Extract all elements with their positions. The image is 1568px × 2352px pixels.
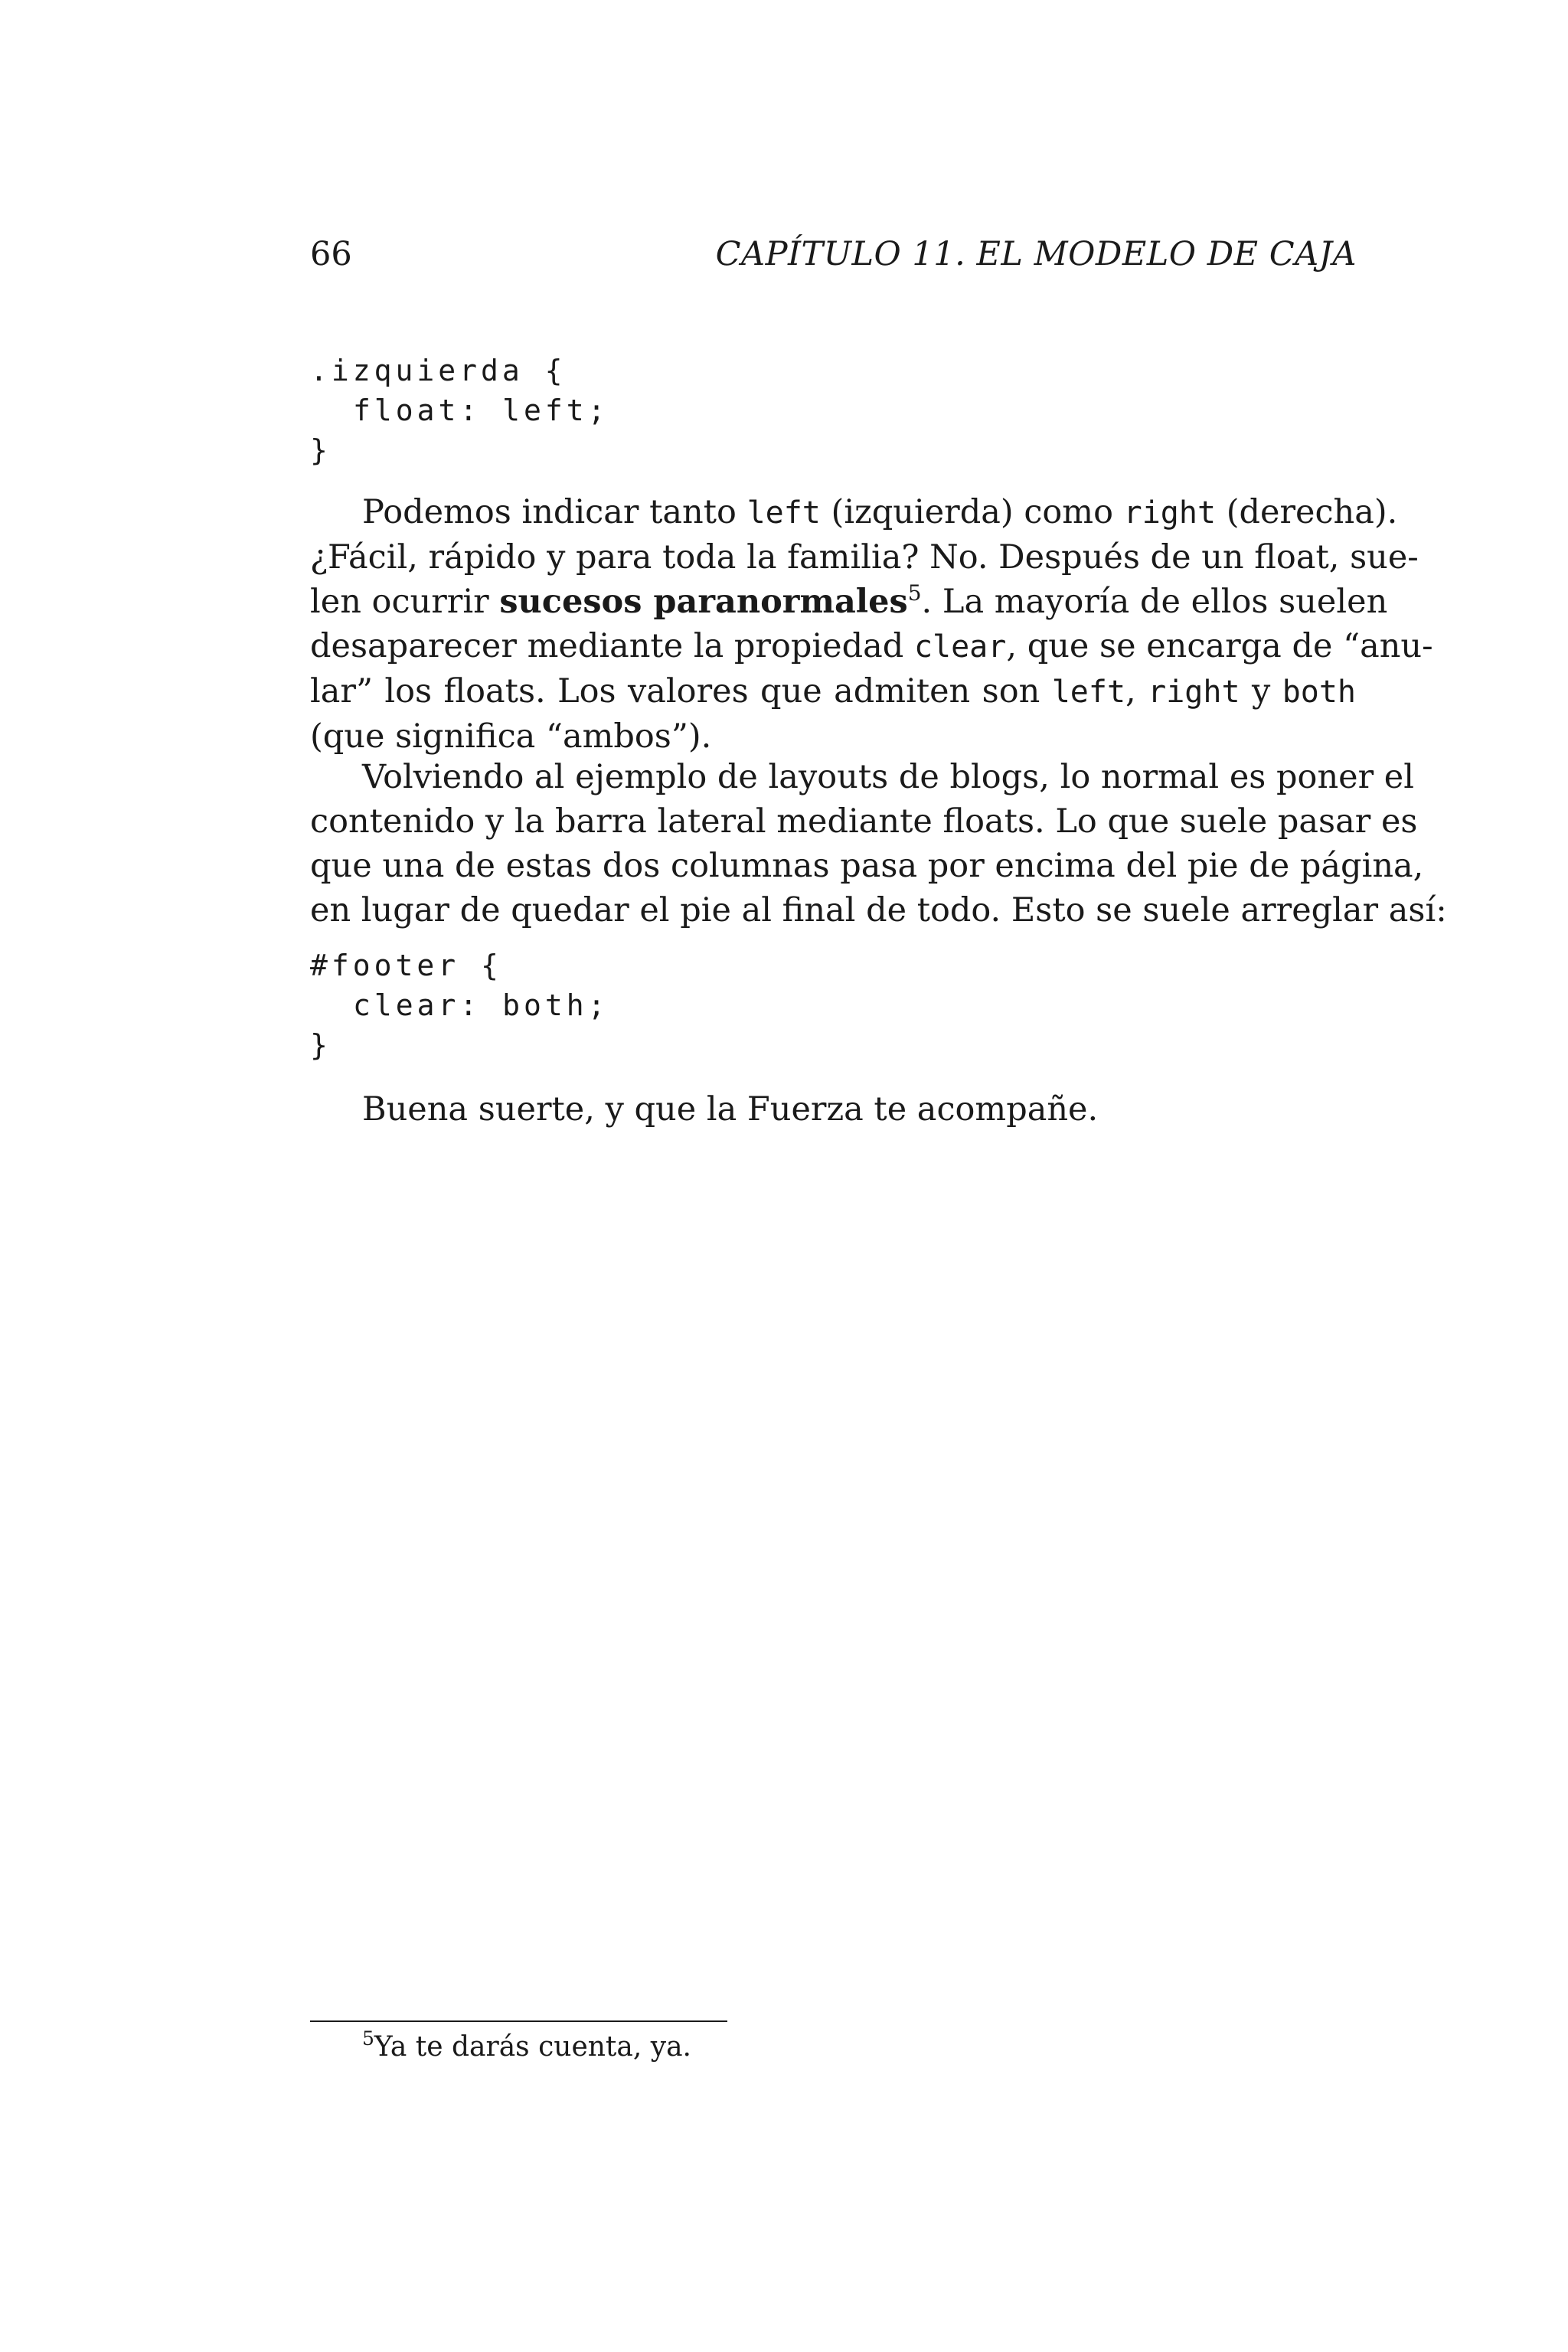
text-line: que una de estas dos columnas pasa por encima del pie de página,: [310, 847, 1424, 885]
text-line: ¿Fácil, rápido y para toda la familia? No. Después de un float, sue-: [310, 538, 1419, 577]
text-span: y: [1240, 672, 1282, 710]
text-line: en lugar de quedar el pie al final de todo. Esto se suele arreglar así:: [310, 891, 1447, 929]
inline-code: right: [1123, 495, 1217, 531]
text-line: [310, 580, 1388, 624]
text-span: (izquierda) como: [820, 493, 1124, 531]
text-line: [310, 669, 1356, 714]
code-block-izquierda: [310, 351, 609, 470]
inline-code: both: [1282, 675, 1357, 710]
text-span: ,: [1125, 672, 1148, 710]
code-line: clear: both;: [353, 988, 609, 1022]
code-line: .izquierda {: [310, 354, 567, 387]
inline-code: left: [746, 495, 821, 531]
code-block-footer: [310, 946, 609, 1065]
text-span: (derecha).: [1216, 493, 1398, 531]
text-line: [310, 490, 1398, 535]
footnote-mark: 5: [362, 2027, 374, 2050]
paragraph-floats: [310, 490, 1433, 759]
code-line: float: left;: [353, 394, 609, 427]
code-line: #footer {: [310, 949, 502, 982]
footnote-text: Ya te darás cuenta, ya.: [374, 2031, 691, 2063]
text-line: [310, 624, 1433, 669]
text-span: , que se encarga de “anu-: [1006, 627, 1433, 665]
text-line: Buena suerte, y que la Fuerza te acompañe.: [362, 1090, 1099, 1129]
text-line: Volviendo al ejemplo de layouts de blogs, lo normal es poner el: [362, 758, 1415, 796]
inline-code: left: [1051, 675, 1126, 710]
footnote-reference[interactable]: 5: [907, 580, 922, 606]
paragraph-closing: [310, 1087, 1356, 1132]
inline-code: right: [1148, 675, 1240, 710]
page-header: [310, 231, 1357, 277]
footnote: [362, 2027, 691, 2067]
footnote-divider: [310, 2020, 727, 2022]
bold-term: sucesos paranormales: [499, 583, 908, 621]
paragraph-layouts: [310, 755, 1447, 933]
text-line: contenido y la barra lateral mediante floats. Lo que suele pasar es: [310, 802, 1418, 841]
text-span: . La mayoría de ellos suelen: [921, 583, 1388, 621]
text-line: (que significa “ambos”).: [310, 717, 712, 756]
text-span: lar” los floats. Los valores que admiten son: [310, 672, 1052, 710]
running-head: CAPÍTULO 11. EL MODELO DE CAJA: [715, 235, 1357, 273]
code-line: }: [310, 433, 332, 467]
text-span: len ocurrir: [310, 583, 500, 621]
text-span: desaparecer mediante la propiedad: [310, 627, 914, 665]
inline-code: clear: [913, 629, 1007, 665]
page-number: 66: [310, 235, 352, 273]
code-line: }: [310, 1028, 332, 1062]
text-span: Podemos indicar tanto: [362, 493, 747, 531]
